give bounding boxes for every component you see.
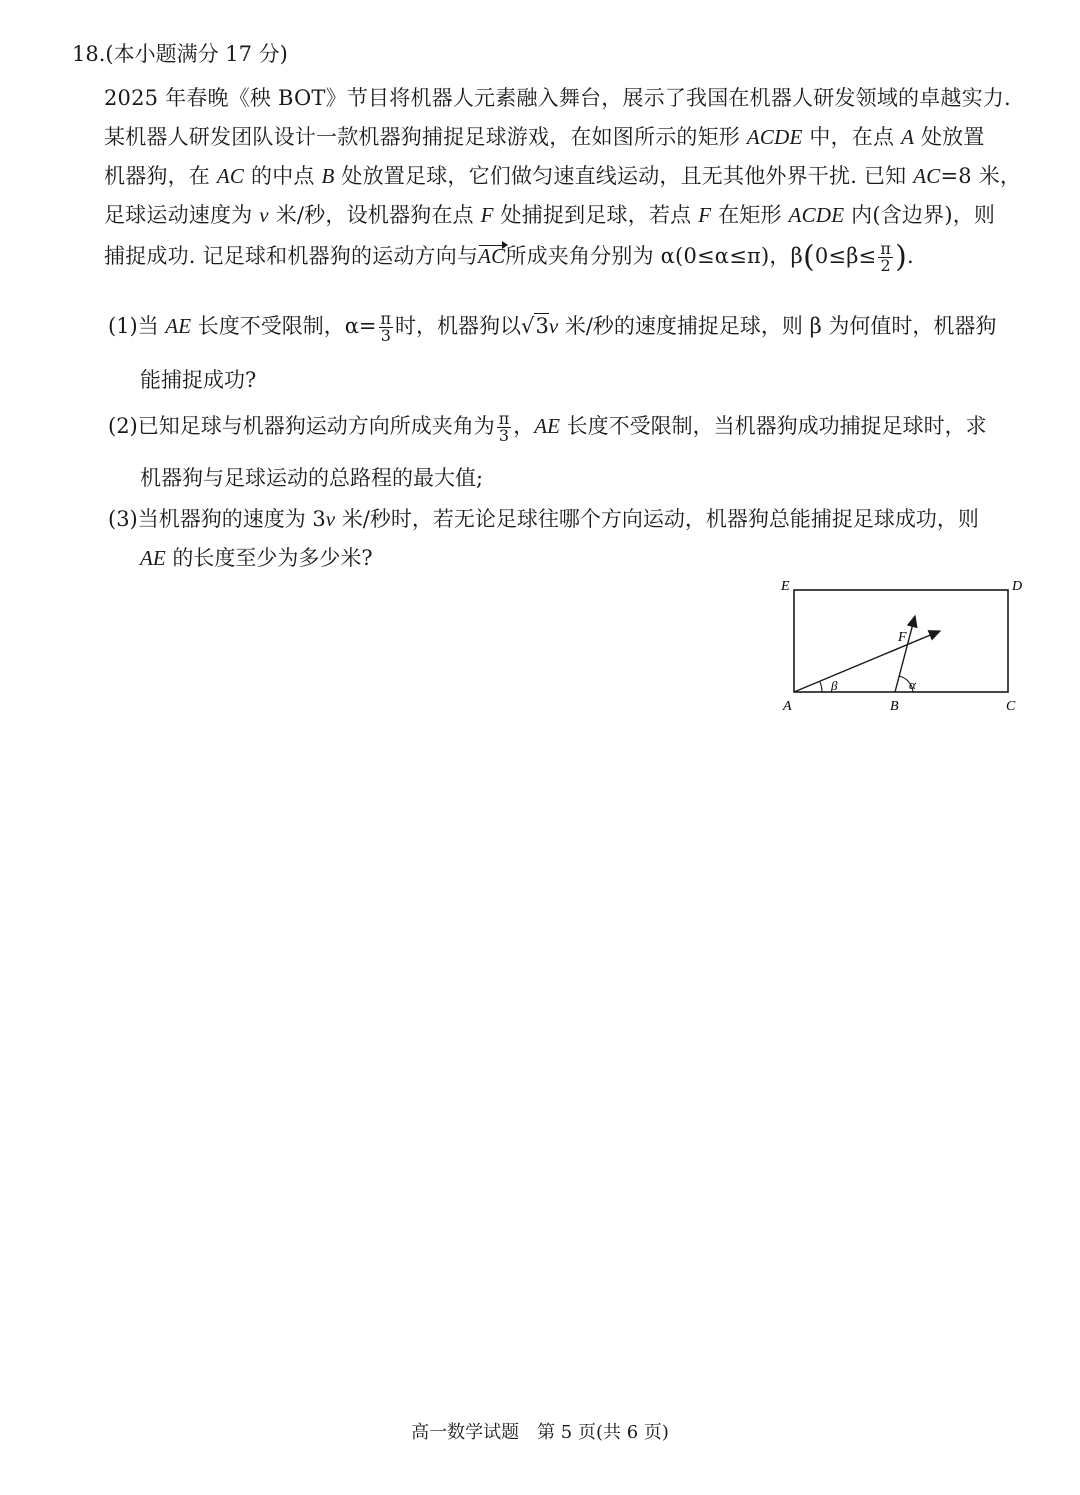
rectangle-diagram (770, 570, 1040, 720)
vector-ac: AC (478, 244, 506, 268)
label-a: A (783, 699, 792, 714)
label-b: B (890, 699, 899, 714)
stem-line-1: 2025 年春晚《秧 BOT》节目将机器人元素融入舞台，展示了我国在机器人研发领域的卓越实力. (104, 86, 1011, 110)
label-beta: β (831, 678, 838, 693)
question-header: 18.(本小题满分 17 分) (72, 42, 288, 66)
part-1-line-2: 能捕捉成功? (140, 368, 257, 392)
part-3-line-2: AE 的长度至少为多少米? (140, 546, 373, 570)
part-2-line-1: (2)已知足球与机器狗运动方向所成夹角为 $\frac{\pi}{3}$ ，AE 长度不受限制，当机器狗成功捕捉足球时，求 (108, 409, 987, 445)
stem-line-5: 捕捉成功. 记足球和机器狗的运动方向与AC所成夹角分别为 α(0≤α≤π)，β(0≤β≤ $\frac{\pi}{2}$ ). (104, 239, 914, 275)
label-f: F (898, 630, 907, 645)
label-e: E (781, 579, 790, 594)
label-d: D (1012, 579, 1023, 594)
stem-line-4: 足球运动速度为 v 米/秒，设机器狗在点 F 处捕捉到足球，若点 F 在矩形 ACDE 内(含边界)，则 (104, 203, 996, 227)
label-c: C (1006, 699, 1016, 714)
fraction-pi-over-3: $\frac{\pi}{3}$ (380, 309, 392, 345)
stem-line-2: 某机器人研发团队设计一款机器狗捕捉足球游戏，在如图所示的矩形 ACDE 中，在点 A 处放置 (104, 125, 985, 149)
label-alpha: α (909, 677, 916, 692)
page-footer: 高一数学试题 第 5 页(共 6 页) (411, 1422, 669, 1443)
part-2-line-2: 机器狗与足球运动的总路程的最大值; (140, 466, 484, 490)
fraction-pi-over-2: $\frac{\pi}{2}$ (880, 239, 892, 275)
stem-line-3: 机器狗，在 AC 的中点 B 处放置足球，它们做匀速直线运动，且无其他外界干扰. 已知 AC=8 米， (104, 164, 1022, 188)
beta-angle-arc (820, 682, 822, 692)
fraction-pi-over-3: $\frac{\pi}{3}$ (498, 409, 510, 445)
part-1-line-1: (1)当 AE 长度不受限制，α= $\frac{\pi}{3}$ 时，机器狗以√3v 米/秒的速度捕捉足球，则 β 为何值时，机器狗 (108, 309, 997, 345)
part-3-line-1: (3)当机器狗的速度为 3v 米/秒时，若无论足球往哪个方向运动，机器狗总能捕捉足球成功，则 (108, 507, 979, 531)
diagram-svg (770, 570, 1040, 720)
robot-dog-path-arrow (794, 631, 940, 692)
